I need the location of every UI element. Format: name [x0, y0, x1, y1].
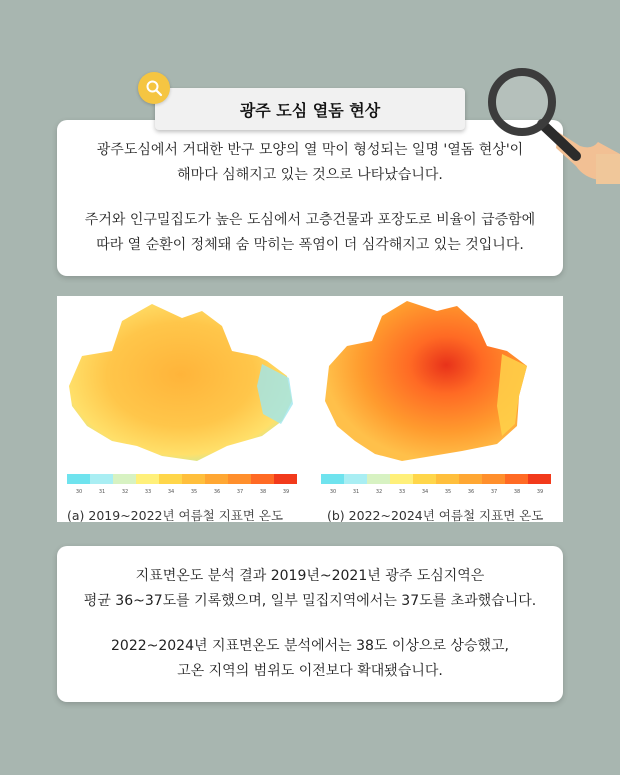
legend-swatch — [205, 474, 228, 484]
legend-swatch — [159, 474, 182, 484]
legend-swatch — [436, 474, 459, 484]
legend-swatch — [482, 474, 505, 484]
legend-tick: 31 — [98, 489, 106, 495]
legend-tick: 37 — [236, 489, 244, 495]
legend-tick: 34 — [421, 489, 429, 495]
legend-tick: 31 — [352, 489, 360, 495]
legend-tick: 32 — [375, 489, 383, 495]
caption-a: (a) 2019~2022년 여름철 지표면 온도 — [67, 508, 284, 522]
intro-line-3: 주거와 인구밀집도가 높은 도심에서 고층건물과 포장도로 비율이 급증함에 — [84, 212, 536, 228]
legend-swatch — [321, 474, 344, 484]
legend-tick: 35 — [190, 489, 198, 495]
intro-line-4: 따라 열 순환이 정체돼 숨 막히는 폭염이 더 심각해지고 있는 것입니다. — [96, 237, 524, 253]
map-b — [325, 301, 527, 461]
caption-b: (b) 2022~2024년 여름철 지표면 온도 — [327, 508, 544, 522]
page-title: 광주 도심 열돔 현상 — [155, 88, 465, 130]
intro-line-1: 광주도심에서 거대한 반구 모양의 열 막이 형성되는 일명 '열돔 현상'이 — [96, 142, 524, 158]
legend-b — [321, 474, 551, 495]
legend-tick: 39 — [282, 489, 290, 495]
legend-tick: 38 — [513, 489, 521, 495]
legend-swatch — [459, 474, 482, 484]
heat-maps — [57, 296, 563, 522]
search-icon — [138, 72, 170, 104]
analysis-card — [57, 546, 563, 702]
legend-swatch — [136, 474, 159, 484]
magnifier-hand-icon — [480, 62, 620, 202]
legend-swatch — [505, 474, 528, 484]
legend-swatch — [182, 474, 205, 484]
heat-map-figure — [57, 296, 563, 522]
legend-swatch — [274, 474, 297, 484]
legend-swatch — [413, 474, 436, 484]
legend-swatch — [228, 474, 251, 484]
legend-tick: 33 — [144, 489, 152, 495]
legend-tick: 36 — [213, 489, 221, 495]
legend-tick: 39 — [536, 489, 544, 495]
legend-swatch — [390, 474, 413, 484]
legend-swatch — [113, 474, 136, 484]
legend-tick: 35 — [444, 489, 452, 495]
legend-swatch — [344, 474, 367, 484]
legend-tick: 34 — [167, 489, 175, 495]
legend-tick: 33 — [398, 489, 406, 495]
legend-tick: 32 — [121, 489, 129, 495]
legend-a — [67, 474, 297, 495]
legend-tick: 36 — [467, 489, 475, 495]
analysis-line-2: 평균 36~37도를 기록했으며, 일부 밀집지역에서는 37도를 초과했습니다. — [83, 593, 537, 609]
legend-swatch — [90, 474, 113, 484]
analysis-line-3: 2022~2024년 지표면온도 분석에서는 38도 이상으로 상승했고, — [111, 638, 509, 654]
legend-swatch — [367, 474, 390, 484]
legend-tick: 38 — [259, 489, 267, 495]
legend-tick: 37 — [490, 489, 498, 495]
intro-line-2: 해마다 심해지고 있는 것으로 나타났습니다. — [177, 167, 443, 183]
legend-swatch — [528, 474, 551, 484]
legend-swatch — [67, 474, 90, 484]
legend-tick: 30 — [75, 489, 83, 495]
analysis-line-1: 지표면온도 분석 결과 2019년~2021년 광주 도심지역은 — [135, 568, 485, 584]
analysis-line-4: 고온 지역의 범위도 이전보다 확대됐습니다. — [177, 663, 443, 679]
legend-tick: 30 — [329, 489, 337, 495]
legend-swatch — [251, 474, 274, 484]
